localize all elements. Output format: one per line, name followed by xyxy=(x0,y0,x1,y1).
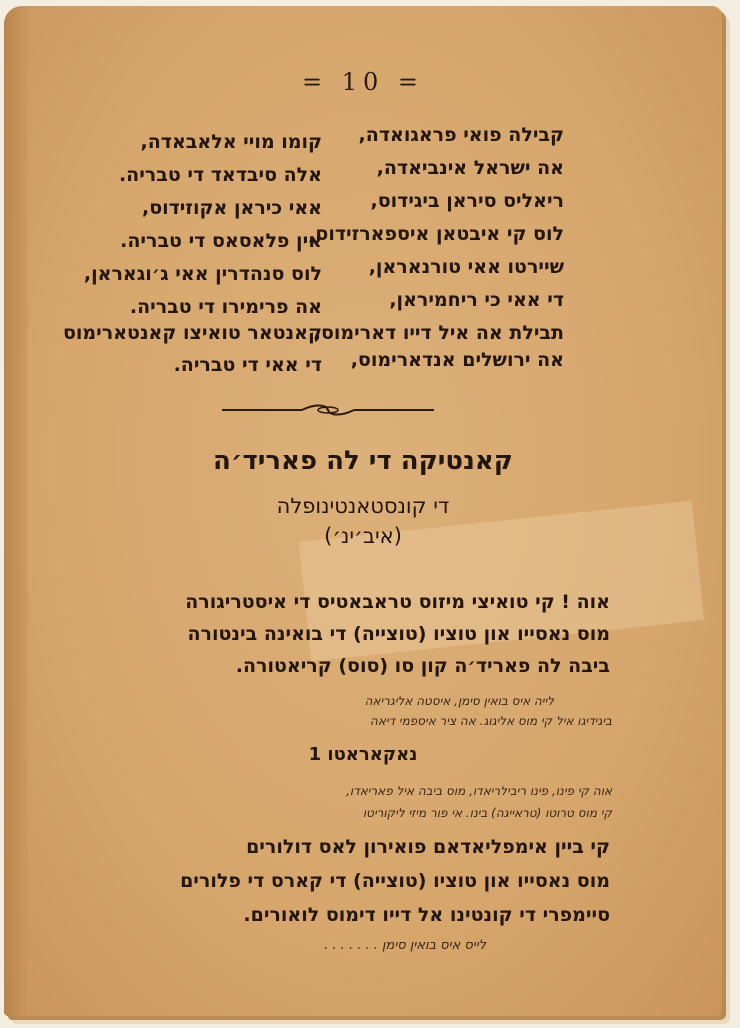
song-subtitle-date: (איב׳ינ׳) xyxy=(324,524,402,548)
footer-note: לייס איס בואין סימן . . . . . . . xyxy=(324,938,486,953)
verse-line: מוס נאסייו און טוציו (טוצייה) די קארס די פלורים xyxy=(180,870,610,892)
stanza-left-line: קומו מויי אלאבאדה, xyxy=(140,131,322,153)
note-line: לייה איס בואין סימן, איסטה אליגריאה xyxy=(364,694,554,708)
verse-line: סיימפרי די קונטינו אל דייו דימוס לואורים. xyxy=(243,904,610,926)
verse-line: קי ביין אימפליאדאם פואירון לאס דולורים xyxy=(246,836,610,858)
note-line: אוה קי פינו, פינו ריבילריאדו, מוס ביבה איל פאריאדו, xyxy=(346,784,612,798)
stanza-left-line: אאי כיראן אקוזידוס, xyxy=(141,197,322,219)
stanza-right-line: די אאי כי ריחמיראן, xyxy=(389,289,564,311)
stanza-left-line: די אאי די טבריה. xyxy=(173,354,322,376)
stanza-left-line: אלה סיבדאד די טבריה. xyxy=(118,164,322,186)
stanza-right-line: אה ישראל אינביאדה, xyxy=(376,157,564,179)
refrain-label: נאקאראטו 1 xyxy=(308,744,418,765)
stanza-right-line: שיירטו אאי טורנאראן, xyxy=(368,256,564,278)
stanza-left-line: לוס סנהדרין אאי ג׳וגאראן, xyxy=(83,263,322,285)
stanza-right-line: לוס קי איבטאן איספארזידוס, xyxy=(308,223,564,245)
verse-line: ביבה לה פאריד׳ה קון סו (סוס) קריאטורה. xyxy=(235,655,610,677)
stanza-left-line: אין פלאסאס די טבריה. xyxy=(120,230,322,252)
stanza-left-line: אה פרימירו די טבריה. xyxy=(129,296,322,318)
book-page xyxy=(4,6,722,1016)
stanza-right-line: תבילת אה איל דייו דארימוס, xyxy=(313,322,564,344)
note-line: קי מוס טרוטו (טראייגה) בינו. אי פור מיזי ליקוריטו xyxy=(362,806,612,820)
stanza-right-line: אה ירושלים אנדארימוס, xyxy=(350,349,564,371)
stanza-left-line: קאנטאר טואיצו קאנטארימוס xyxy=(62,322,322,344)
song-subtitle: די קונסטאנטינופלה xyxy=(276,494,450,518)
page-number: = 10 = xyxy=(301,68,424,96)
verse-line: אוה ! קי טואיצי מיזוס טראבאטיס די איסטריגורה xyxy=(185,591,610,613)
verse-line: מוס נאסייו און טוציו (טוצייה) די בואינה בינטורה xyxy=(187,623,610,645)
note-line: ביגידיגו איל קי מוס אליגוג. אה ציר איספמי דיאה xyxy=(370,714,612,728)
stanza-right-line: קבילה פואי פראגואדה, xyxy=(358,124,564,146)
song-title: קאנטיקה די לה פאריד׳ה xyxy=(213,446,513,476)
ornament-divider xyxy=(222,402,434,418)
stanza-right-line: ריאליס סיראן ביגידוס, xyxy=(370,190,564,212)
